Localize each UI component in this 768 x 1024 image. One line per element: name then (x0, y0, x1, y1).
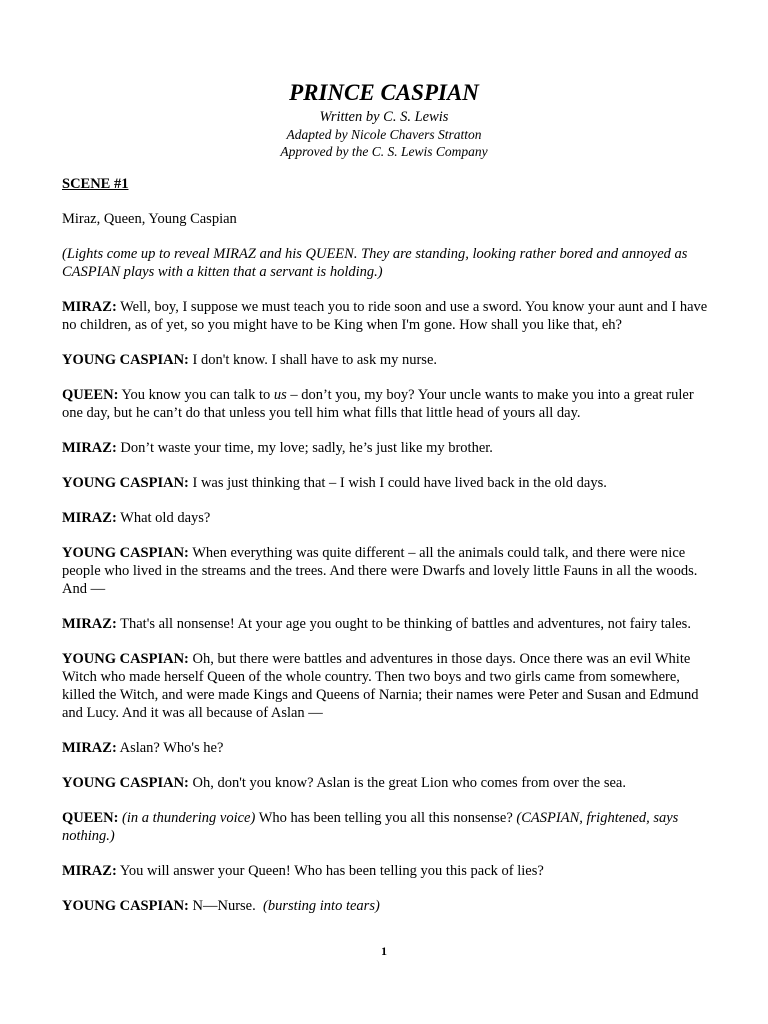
line-text: When everything was quite different – all the animals could talk, and there were nice people who lived in the streams and the trees. And there were Dwarfs and lovely little Fauns in all the woods. And — (62, 545, 698, 597)
play-title: PRINCE CASPIAN (289, 80, 479, 105)
line-text: Well, boy, I suppose we must teach you to ride soon and use a sword. You know your aunt and I have no children, as of yet, so you might have to be King when I'm gone. How shall you like that, eh? (62, 299, 708, 333)
dialogue-line (62, 544, 712, 598)
emphasis: us (273, 387, 287, 403)
stage-direction: (CASPIAN, frightened, says nothing.) (62, 810, 679, 844)
line-text-before: You know you can talk to (118, 387, 274, 403)
line-text: What old days? (116, 510, 211, 526)
line-text: Aslan? Who's he? (116, 740, 224, 756)
line-text: I was just thinking that – I wish I could have lived back in the old days. (188, 475, 607, 491)
dialogue-line (62, 509, 712, 527)
speaker-name: YOUNG CASPIAN: (62, 775, 189, 791)
speaker-name: MIRAZ: (62, 440, 117, 456)
speaker-name: MIRAZ: (62, 740, 117, 756)
speaker-name: QUEEN: (62, 810, 119, 826)
speaker-name: YOUNG CASPIAN: (62, 352, 189, 368)
line-text: Who has been telling you all this nonsense? (255, 810, 517, 826)
line-text: Don’t waste your time, my love; sadly, he’s just like my brother. (116, 440, 493, 456)
author-line: Written by C. S. Lewis (319, 109, 449, 125)
approval-line: Approved by the C. S. Lewis Company (280, 144, 488, 159)
dialogue-line (62, 809, 712, 845)
speaker-name: QUEEN: (62, 387, 119, 403)
dialogue-line (62, 386, 712, 422)
speaker-name: MIRAZ: (62, 863, 117, 879)
line-text: – don’t you, my boy? Your uncle wants to make you into a great ruler one day, but he can’t do that unless you tell him what fills that little head of yours all day. (62, 387, 694, 421)
page-number: 1 (381, 944, 387, 958)
dialogue-line (62, 774, 712, 792)
dialogue-line (62, 474, 712, 492)
scene-heading: SCENE #1 (62, 176, 129, 192)
stage-direction: (bursting into tears) (262, 898, 380, 914)
dialogue-line (62, 862, 712, 880)
speaker-name: YOUNG CASPIAN: (62, 545, 189, 561)
dialogue-line (62, 351, 712, 369)
dialogue-line (62, 439, 712, 457)
speaker-name: YOUNG CASPIAN: (62, 651, 189, 667)
speaker-name: MIRAZ: (62, 616, 117, 632)
dialogue-line (62, 615, 712, 633)
speaker-name: MIRAZ: (62, 299, 117, 315)
opening-stage-direction: (Lights come up to reveal MIRAZ and his QUEEN. They are standing, looking rather bored and annoyed as CASPIAN plays with a kitten that a servant is holding.) (62, 246, 688, 280)
speaker-name: MIRAZ: (62, 510, 117, 526)
stage-direction: (in a thundering voice) (118, 810, 256, 826)
line-text: You will answer your Queen! Who has been telling you this pack of lies? (116, 863, 544, 879)
dialogue-line (62, 897, 712, 915)
cast-list: Miraz, Queen, Young Caspian (62, 211, 237, 227)
line-text: N—Nurse. (188, 898, 263, 914)
dialogue-line (62, 739, 712, 757)
script-body (62, 210, 712, 932)
dialogue-line (62, 298, 712, 334)
adapter-line: Adapted by Nicole Chavers Stratton (286, 127, 482, 142)
line-text: Oh, don't you know? Aslan is the great Lion who comes from over the sea. (188, 775, 626, 791)
speaker-name: YOUNG CASPIAN: (62, 475, 189, 491)
line-text: That's all nonsense! At your age you ought to be thinking of battles and adventures, not fairy tales. (116, 616, 691, 632)
line-text: Oh, but there were battles and adventures in those days. Once there was an evil White Witch who made herself Queen of the whole country. Then two boys and two girls came from somewhere, killed the Witch, and were made Kings and Queens of Narnia; their names were Peter and Susan and Edmund and Lucy. And it was all because of Aslan — (62, 651, 699, 721)
line-text: I don't know. I shall have to ask my nurse. (188, 352, 438, 368)
dialogue-line (62, 650, 712, 722)
speaker-name: YOUNG CASPIAN: (62, 898, 189, 914)
